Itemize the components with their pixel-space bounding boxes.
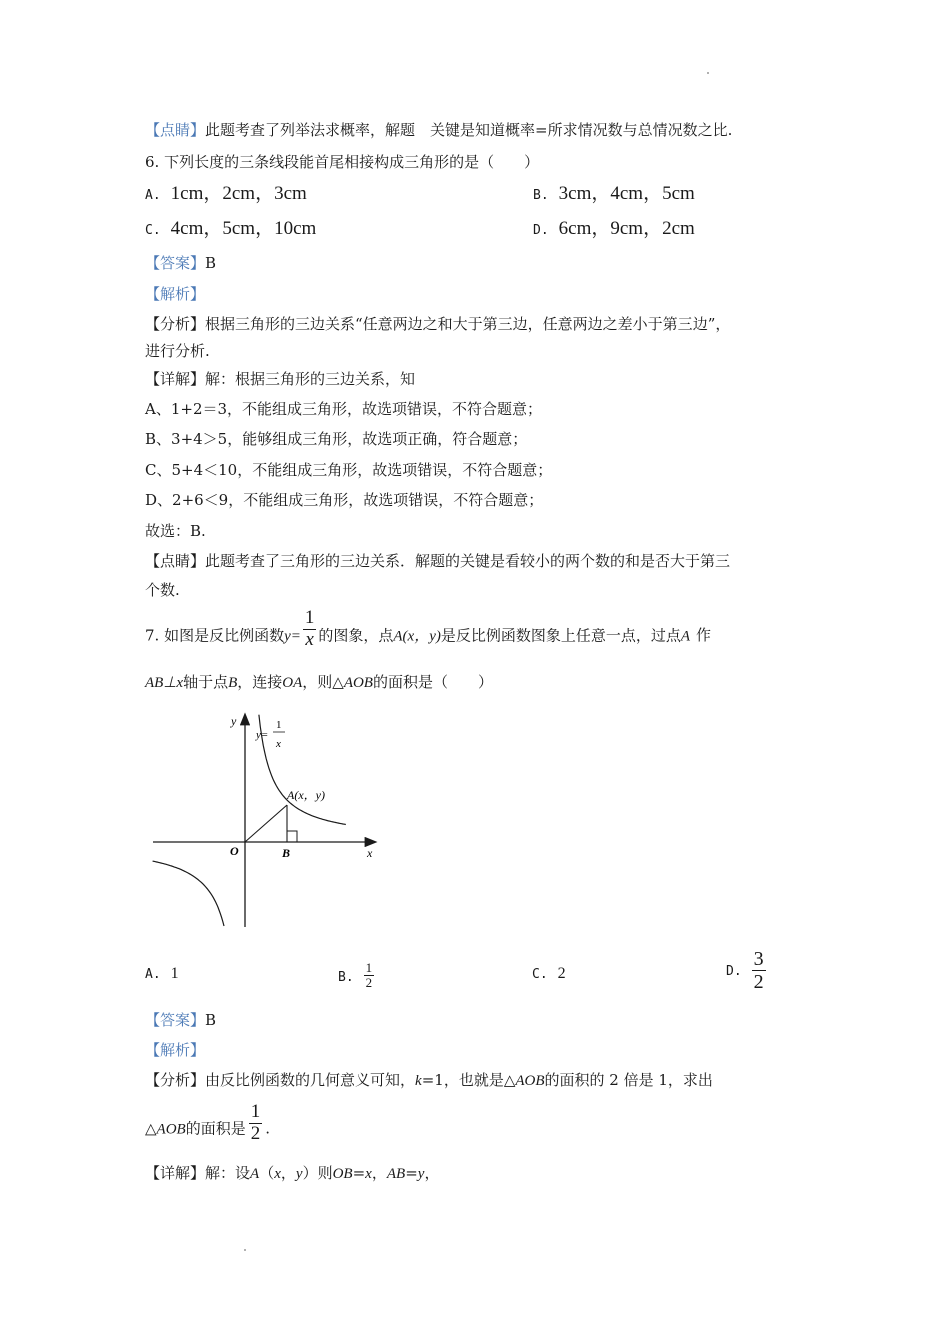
q7-option-d <box>726 948 766 993</box>
q6-line-a: A、1+2＝3，不能组成三角形，故选项错误，不符合题意； <box>145 400 543 418</box>
option-denominator: 2 <box>365 975 373 991</box>
stem-text: ，连接 <box>237 673 283 691</box>
xiangjie-text: ， <box>280 1164 296 1182</box>
stem-text: 轴于点 <box>183 673 229 691</box>
option-letter: A. <box>145 188 161 203</box>
option-letter: B. <box>338 969 354 985</box>
xiangjie-text: = <box>405 1164 418 1182</box>
segment-oa-line <box>245 805 287 842</box>
point-a-letter: A <box>680 628 691 645</box>
hyperbola-branch-third-quadrant <box>153 861 224 926</box>
q6-choice: 故选：B. <box>145 522 206 540</box>
hyperbola-branch-first-quadrant <box>259 715 346 825</box>
q6-line-c: C、5+4＜10，不能组成三角形，故选项错误，不符合题意； <box>145 461 553 479</box>
area-fraction <box>249 1102 263 1145</box>
var-x: x <box>365 1166 372 1182</box>
q6-answer <box>145 253 216 273</box>
option-letter: D. <box>533 223 549 238</box>
option-value: 2 <box>557 965 566 982</box>
y-axis-label: y <box>231 714 237 728</box>
triangle-aob: AOB <box>343 675 373 691</box>
stem-text: 的面积是（ ） <box>372 673 493 691</box>
option-letter: C. <box>532 967 548 982</box>
q6-option-a <box>145 184 307 206</box>
stem-text: 7. 如图是反比例函数 <box>145 626 285 645</box>
q6-option-b <box>533 184 695 206</box>
q7-stem-1 <box>145 607 712 651</box>
fenxi-label: 【分析】 <box>145 315 206 333</box>
option-letter: C. <box>145 223 161 238</box>
q6-dianjing-2: 个数. <box>145 581 180 599</box>
func-y: y= <box>284 628 301 645</box>
xiangjie-text: ， <box>424 1164 440 1182</box>
q6-line-d: D、2+6＜9，不能组成三角形，故选项错误，不符合题意； <box>145 491 544 509</box>
q7-option-c <box>532 963 566 985</box>
answer-label: 【答案】 <box>145 254 206 272</box>
q6-fenxi-1 <box>145 314 730 334</box>
stem-text: 的图象，点 <box>318 626 394 645</box>
var-y: y <box>295 1166 303 1182</box>
stem-text: ，则△ <box>302 673 344 691</box>
point-a-letter: A <box>250 1166 260 1182</box>
reciprocal-function-graph <box>145 705 385 935</box>
triangle-aob: AOB <box>515 1073 545 1089</box>
q7-stem-2 <box>145 672 493 693</box>
option-value: 1cm，2cm，3cm <box>170 183 307 204</box>
stem-text: 是反比例函数图象上任意一点，过点 <box>440 626 681 645</box>
func-fraction <box>303 608 317 651</box>
q6-option-c <box>145 219 316 241</box>
option-value: 4cm，5cm，10cm <box>170 218 317 239</box>
xiangjie-text: ， <box>371 1164 387 1182</box>
fenxi-text: 的面积的 2 倍是 1，求出 <box>544 1071 713 1089</box>
graph-func-y: y= <box>256 729 269 741</box>
xiangjie-text: 解：根据三角形的三边关系，知 <box>205 370 416 388</box>
fenxi-text: 的面积是 <box>185 1119 246 1138</box>
dianjing-text: 此题考查了三角形的三边关系．解题的关键是看较小的两个数的和是否大于第三 <box>205 552 731 570</box>
q6-line-b: B、3+4＞5，能够组成三角形，故选项正确，符合题意； <box>145 430 528 448</box>
answer-label: 【答案】 <box>145 1011 206 1029</box>
q6-dianjing-1 <box>145 551 730 571</box>
origin-label: O <box>230 844 239 858</box>
xiangjie-label: 【详解】 <box>145 1164 206 1182</box>
right-angle-mark <box>287 831 297 842</box>
answer-value: B <box>205 1011 217 1029</box>
page-mark-bottom <box>244 1249 246 1251</box>
xiangjie-text: = <box>352 1164 366 1182</box>
point-a-label: A(x，y) <box>287 788 325 802</box>
q6-fenxi-2: 进行分析. <box>145 342 210 360</box>
option-letter: D. <box>726 963 742 979</box>
segment-ab: AB <box>386 1166 406 1182</box>
q7-option-a <box>145 963 179 985</box>
fenxi-text: 由反比例函数的几何意义可知， <box>205 1071 416 1089</box>
graph-func-den: x <box>276 738 281 750</box>
k-var: k <box>415 1073 422 1089</box>
x-axis-label: x <box>367 846 373 860</box>
option-letter: B. <box>533 188 549 203</box>
xiangjie-text: （ <box>259 1164 275 1182</box>
previous-comment <box>145 120 732 140</box>
dianjing-label: 【点睛】 <box>145 552 206 570</box>
xiangjie-text: 解：设 <box>205 1164 251 1182</box>
func-numerator: 1 <box>304 607 315 628</box>
option-denominator: 2 <box>753 971 764 993</box>
ab-perp-x: AB⊥x <box>145 675 184 691</box>
q7-xiangjie <box>145 1163 439 1184</box>
q7-analysis-label: 【解析】 <box>145 1041 206 1059</box>
point-b: B <box>228 675 238 691</box>
option-fraction <box>364 961 375 991</box>
option-value: 6cm，9cm，2cm <box>558 218 695 239</box>
point-a: A(x，y) <box>393 628 441 645</box>
triangle-aob: AOB <box>156 1121 186 1138</box>
var-x: x <box>274 1166 281 1182</box>
segment-oa: OA <box>282 675 303 691</box>
q7-answer <box>145 1010 216 1030</box>
func-denominator: x <box>305 628 314 650</box>
q7-fenxi-2 <box>145 1101 271 1145</box>
q6-stem: 6. 下列长度的三条线段能首尾相接构成三角形的是（ ） <box>145 153 540 171</box>
option-fraction <box>752 948 766 993</box>
option-value: 1 <box>170 965 179 982</box>
area-denominator: 2 <box>250 1122 261 1144</box>
q7-option-b <box>338 960 374 991</box>
graph-func-num: 1 <box>276 719 282 731</box>
q7-fenxi-1 <box>145 1070 713 1091</box>
fenxi-text: △ <box>145 1119 157 1138</box>
segment-ob: OB <box>332 1166 353 1182</box>
answer-value: B <box>205 254 217 272</box>
option-numerator: 3 <box>753 948 764 970</box>
stem-text: 作 <box>696 626 712 645</box>
dianjing-text: 此题考查了列举法求概率，解题 关键是知道概率=所求情况数与总情况数之比. <box>205 121 733 139</box>
option-numerator: 1 <box>365 960 373 975</box>
q6-analysis-label: 【解析】 <box>145 285 206 303</box>
option-value: 3cm，4cm，5cm <box>558 183 695 204</box>
fenxi-text: . <box>265 1119 271 1138</box>
q6-xiangjie <box>145 369 415 389</box>
xiangjie-text: ）则 <box>302 1164 333 1182</box>
fenxi-label: 【分析】 <box>145 1071 206 1089</box>
fenxi-text: =1，也就是△ <box>421 1071 516 1089</box>
area-numerator: 1 <box>250 1101 261 1122</box>
var-y: y <box>417 1166 425 1182</box>
page-mark-top <box>707 72 709 74</box>
dianjing-label: 【点睛】 <box>145 121 206 139</box>
xiangjie-label: 【详解】 <box>145 370 206 388</box>
fenxi-text: 根据三角形的三边关系“任意两边之和大于第三边，任意两边之差小于第三边”， <box>205 315 731 333</box>
q6-option-d <box>533 219 695 241</box>
option-letter: A. <box>145 967 161 982</box>
point-b-label: B <box>282 846 291 860</box>
